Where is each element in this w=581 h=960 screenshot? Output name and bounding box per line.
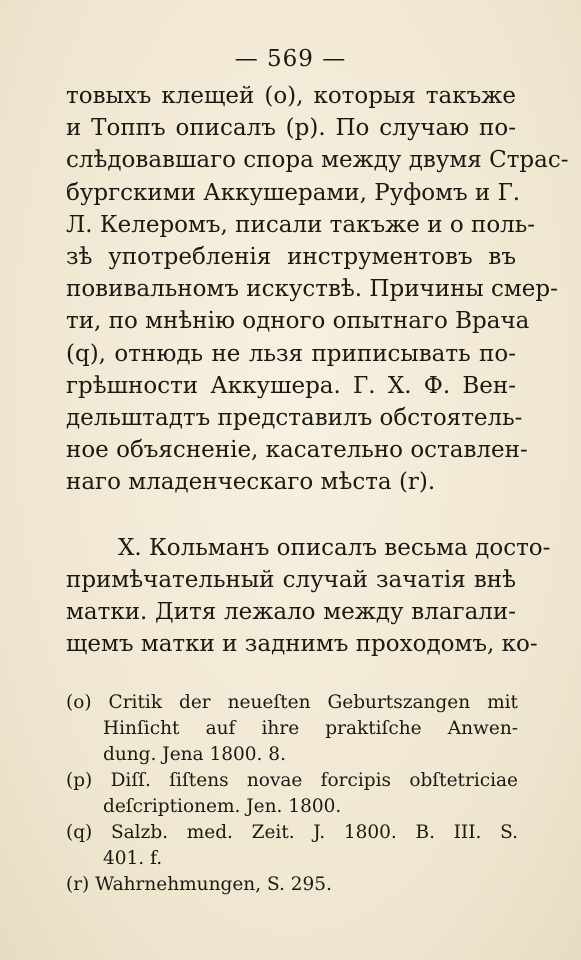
footnote-p	[66, 768, 518, 820]
text-line: слѣдовавшаго спора между двумя Страс-	[66, 147, 569, 174]
footnotes	[66, 690, 518, 898]
text-line: Л. Келеромъ, писали такъже и о поль-	[66, 211, 536, 238]
footnote-r	[66, 872, 518, 898]
text-line: Х. Кольманъ описалъ весьма досто-	[118, 534, 551, 561]
text-line: матки. Дитя лежало между влагали-	[66, 599, 516, 626]
text-line: повивальномъ искуствѣ. Причины смер-	[66, 276, 558, 303]
footnote-line: (p) Diſſ. ſiſtens novae forcipis obſtetriciae	[66, 770, 518, 791]
text-line: грѣшности Аккушера. Г. Х. Ф. Вен-	[66, 372, 516, 399]
footnote-line: (r) Wahrnehmungen, S. 295.	[66, 874, 332, 895]
text-line: бургскими Аккушерами, Руфомъ и Г.	[66, 179, 521, 206]
footnote-line: Hinſicht auf ihre praktiſche Anwen-	[103, 718, 518, 739]
text-line: товыхъ клещей (о), которыя такъже	[66, 83, 516, 109]
text-line: зѣ употребленія инструментовъ въ	[66, 244, 516, 271]
paragraph-1	[66, 80, 569, 499]
footnote-line: deſcriptionem. Jen. 1800.	[103, 796, 342, 817]
text-line: (q), отнюдь не льзя приписывать по-	[66, 340, 516, 367]
main-text	[66, 80, 569, 660]
footnote-line: (o) Critik der neueſten Geburtszangen mit	[66, 692, 518, 713]
text-line: дельштадтъ представилъ обстоятель-	[66, 405, 523, 432]
footnote-line: (q) Salzb. med. Zeit. J. 1800. B. III. S.	[66, 822, 518, 843]
paragraph-2	[66, 532, 551, 661]
footnote-line: 401. f.	[103, 848, 163, 869]
text-line: и Топпъ описалъ (р). По случаю по-	[66, 115, 516, 142]
footnote-q	[66, 820, 518, 872]
text-line: ное объясненіе, касательно оставлен-	[66, 437, 528, 464]
footnote-line: dung. Jena 1800. 8.	[103, 744, 286, 765]
footnote-o	[66, 690, 518, 768]
page-number: — 569 —	[234, 46, 347, 72]
text-line: наго младенческаго мѣста (r).	[66, 469, 436, 496]
text-line: ти, по мнѣнію одного опытнаго Врача	[66, 308, 530, 335]
text-line: щемъ матки и заднимъ проходомъ, ко-	[66, 631, 538, 658]
text-line: примѣчательный случай зачатія внѣ	[66, 566, 516, 593]
